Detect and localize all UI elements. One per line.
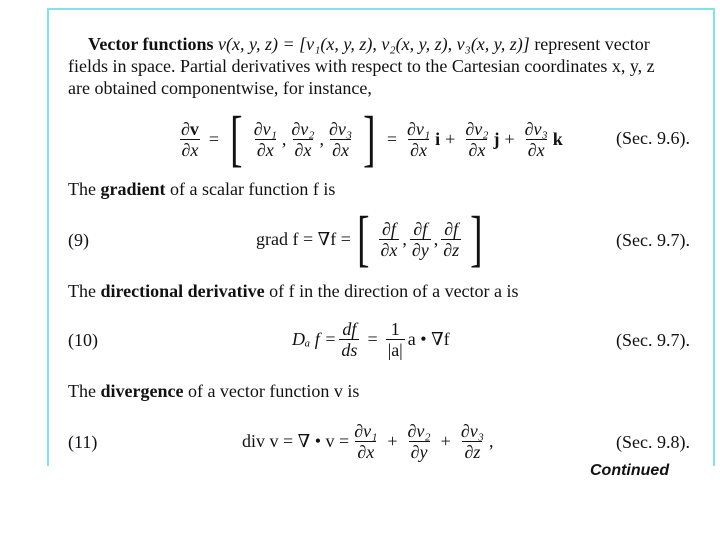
fraction: $\frac{\text{∂v₃}}{\partial x}$ (524, 118, 548, 160)
section-reference: (Sec. 9.7). (616, 330, 690, 350)
directional-equation: Dₐ f = $\frac{df}{ds}$ = $\frac{1}{|a|}$ a • ∇f (292, 318, 450, 360)
right-bracket: ] (470, 205, 483, 273)
partial-derivative-equation: $\frac{\partial v}{\partial x}$ = [ $\frac{\text{∂v₁}}{\partial x}$ , $\frac{\text{∂v₂}}{\partial x}$ , $\frac{\text{∂v₃}}{\partial x}$ ] = $\frac{\text{∂v₁}}{\partial x}$ i + $\frac{\text{∂v₂}}{\partial x}$ j + $\frac{\text{∂v₃}}{\partial x}$ k (181, 105, 563, 173)
fraction: $\frac{\text{∂v₁}}{\partial x}$ (253, 118, 277, 160)
fraction: $\frac{1}{|a|}$ (387, 318, 403, 360)
fraction: $\frac{\text{∂v₁}}{\partial x}$ (407, 118, 431, 160)
fraction: $\frac{\text{∂v₃}}{\partial x}$ (329, 118, 353, 160)
fraction: $\frac{\text{∂v₂}}{\partial y}$ (407, 420, 431, 462)
equation-number: (9) (68, 230, 89, 250)
section-reference: (Sec. 9.6). (616, 128, 690, 148)
intro-line-3: are obtained componentwise, for instance, (68, 78, 372, 98)
fraction: $\frac{\text{∂v₃}}{\partial z}$ (460, 420, 484, 462)
fraction: $\frac{\partial f}{\partial x}$ (380, 218, 398, 260)
divergence-equation: div v = ∇ • v = $\frac{\text{∂v₁}}{\partial x}$ + $\frac{\text{∂v₂}}{\partial y}$ + $\frac{\text{∂v₃}}{\partial z}$ , (242, 420, 494, 462)
fraction: $\frac{\text{∂v₂}}{\partial x}$ (291, 118, 315, 160)
intro-bold-term: Vector functions (88, 34, 214, 54)
section-reference: (Sec. 9.7). (616, 230, 690, 250)
intro-line-1 (88, 33, 650, 55)
gradient-equation: grad f = ∇f = [ $\frac{\partial f}{\partial x}$ , $\frac{\partial f}{\partial y}$ , $\frac{\partial f}{\partial z}$ ] (256, 205, 483, 273)
fraction: $\frac{\partial f}{\partial y}$ (411, 218, 429, 260)
section-reference: (Sec. 9.8). (616, 432, 690, 452)
intro-formula: v(x, y, z) = [v₁(x, y, z), v₂(x, y, z), v₃(x, y, z)] (218, 34, 530, 54)
gradient-term: gradient (100, 179, 166, 199)
directional-term: directional derivative (100, 281, 265, 301)
directional-heading: The directional derivative of f in the direction of a vector a is (68, 281, 519, 301)
divergence-term: divergence (100, 381, 184, 401)
fraction: $\frac{\text{∂v₂}}{\partial x}$ (465, 118, 489, 160)
left-bracket: [ (230, 105, 243, 173)
gradient-heading: The gradient of a scalar function f is (68, 179, 336, 199)
equation-number: (10) (68, 330, 98, 350)
fraction: $\frac{\partial f}{\partial z}$ (443, 218, 460, 260)
right-bracket: ] (363, 105, 376, 173)
fraction: $\frac{\text{∂v₁}}{\partial x}$ (354, 420, 378, 462)
fraction: $\frac{\partial v}{\partial x}$ (181, 118, 199, 160)
equation-number: (11) (68, 432, 98, 452)
left-bracket: [ (356, 205, 370, 273)
intro-tail: represent vector (534, 34, 650, 54)
intro-line-2: fields in space. Partial derivatives with respect to the Cartesian coordinates x, y, z (68, 56, 655, 76)
fraction: $\frac{df}{ds}$ (341, 318, 358, 360)
divergence-heading: The divergence of a vector function v is (68, 381, 360, 401)
continued-label: Continued (590, 462, 670, 479)
